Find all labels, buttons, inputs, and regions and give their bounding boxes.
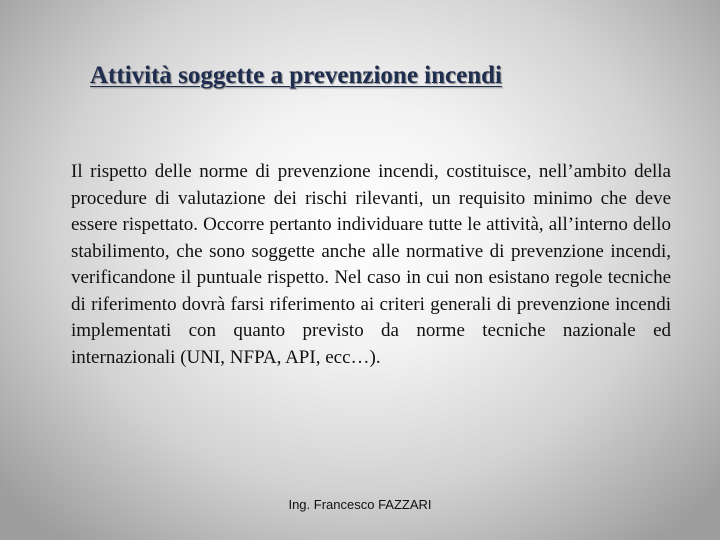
slide-body-text: Il rispetto delle norme di prevenzione incendi, costituisce, nell’ambito della procedure di valutazione dei rischi rilevanti, un requisito minimo che deve essere rispettato. Occorre pertanto individuare tutte le attività, all’interno dello stabilimento, che sono soggette anche alle normative di prevenzione incendi, verificandone il puntuale rispetto. Nel caso in cui non esistano regole tecniche di riferimento dovrà farsi riferimento ai criteri generali di prevenzione incendi implementati con quanto previsto da norme tecniche nazionale ed internazionali (UNI, NFPA, API, ecc…). (71, 161, 671, 368)
slide-footer-author: Ing. Francesco FAZZARI (288, 497, 432, 512)
slide-title: Attività soggette a prevenzione incendi (90, 62, 502, 89)
